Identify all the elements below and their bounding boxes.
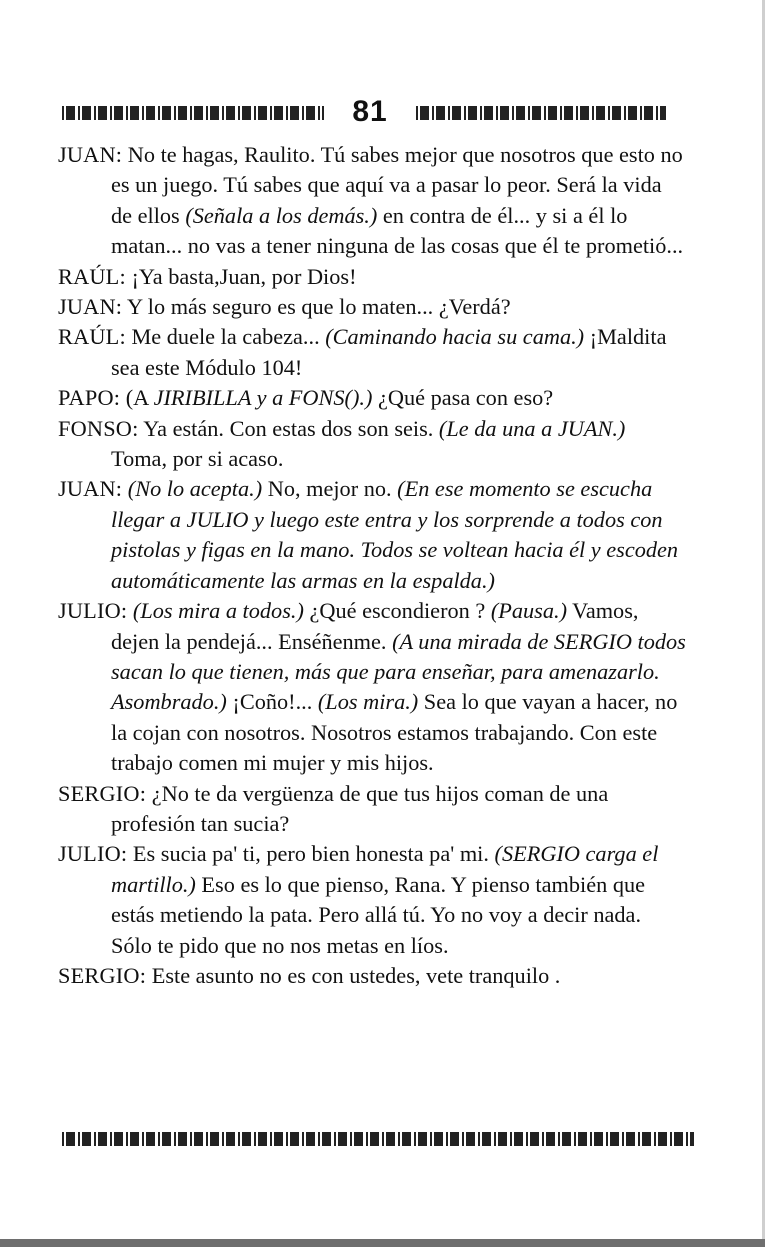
dialogue-text: Este asunto no es con ustedes, vete tranquilo . xyxy=(151,962,561,988)
dialogue-text: Es sucia pa' ti, pero bien honesta pa' mi. xyxy=(132,841,495,867)
speaker-name: JUAN: xyxy=(58,142,123,167)
dialogue-text: en contra de él... y si a él lo matan... no vas a tener ninguna de las cosas que él te prometió... xyxy=(111,202,684,259)
stage-direction: (SERGIO carga el martillo.) xyxy=(111,841,659,897)
speaker-name: JULIO: xyxy=(58,841,128,867)
stage-direction: (Caminando hacia su cama.) xyxy=(325,324,585,350)
stage-direction: (Señala a los demás.) xyxy=(185,202,378,228)
stage-direction: (Los mira a todos.) xyxy=(132,598,304,624)
dialogue-text: ¡Coño!... xyxy=(226,689,318,715)
dialogue-line xyxy=(58,262,686,292)
dialogue-line xyxy=(58,414,686,475)
dialogue-text: No, mejor no. xyxy=(262,476,398,502)
dialogue-text: No te hagas, Raulito. Tú sabes mejor que nosotros que esto no es un juego. Tú sabes que aquí va a pasar lo peor. Será la vida de ellos xyxy=(111,142,683,228)
speaker-name: JUAN: xyxy=(58,294,123,320)
speaker-name: SERGIO: xyxy=(58,780,147,806)
chain-ornament-right xyxy=(416,106,666,120)
dialogue-line xyxy=(58,383,686,413)
dialogue-text: Eso es lo que pienso, Rana. Y pienso también que estás metiendo la pata. Pero allá tú. Yo no voy a decir nada. Sólo te pido que no nos metas en líos. xyxy=(111,871,646,958)
stage-direction: (En ese momento se escucha llegar a JULIO y luego este entra y los sorprende a todos con pistolas y figas en la mano. Todos se voltean hacia él y escoden automáticamente las armas en la espalda.) xyxy=(111,476,679,593)
stage-direction: JIRIBILLA y a FONS().) xyxy=(153,385,373,411)
dialogue-text: Y lo más seguro es que lo maten... ¿Verdá? xyxy=(126,294,511,320)
stage-direction: (Le da una a JUAN.) xyxy=(438,415,626,441)
dialogue-text: ¿Qué pasa con eso? xyxy=(372,385,554,411)
dialogue-line xyxy=(58,140,686,262)
dialogue-text: ¿No te da vergüenza de que tus hijos coman de una profesión tan sucia? xyxy=(111,780,609,836)
dialogue-text: Sea lo que vayan a hacer, no la cojan con nosotros. Nosotros estamos trabajando. Con este trabajo comen mi mujer y mis hijos. xyxy=(111,689,678,776)
speaker-name: SERGIO: xyxy=(58,962,147,988)
page-number: 81 xyxy=(352,95,388,128)
dialogue-line xyxy=(58,779,686,840)
stage-direction: (Pausa.) xyxy=(490,598,568,624)
speaker-name: FONSO: xyxy=(58,415,139,441)
speaker-name: JULIO: xyxy=(58,598,128,624)
stage-direction: (A una mirada de SERGIO todos sacan lo que tienen, más que para enseñar, para amenazarlo. Asombrado.) xyxy=(111,628,686,715)
dialogue-text: (A xyxy=(125,385,154,411)
dialogue-line xyxy=(58,322,686,383)
stage-direction: (Los mira.) xyxy=(317,689,419,715)
dialogue-line xyxy=(58,292,686,322)
speaker-name: PAPO: xyxy=(58,385,121,411)
chain-ornament-left xyxy=(62,106,324,120)
dialogue-line xyxy=(58,474,686,596)
speaker-name: JUAN: xyxy=(58,476,123,502)
dialogue-line xyxy=(58,839,686,961)
dialogue-text: ¡Maldita sea este Módulo 104! xyxy=(111,324,667,380)
dialogue-text: ¿Qué escondieron ? xyxy=(303,598,491,624)
dialogue-text: Toma, por si acaso. xyxy=(111,446,284,472)
page-header xyxy=(62,92,666,132)
speaker-name: RAÚL: xyxy=(58,324,126,350)
dialogue-text: Ya están. Con estas dos son seis. xyxy=(143,415,439,441)
dialogue-text: Vamos, dejen la pendejá... Enséñenme. xyxy=(111,598,639,654)
speaker-name: RAÚL: xyxy=(58,263,126,289)
script-text xyxy=(58,140,686,991)
dialogue-text: ¡Ya basta,Juan, por Dios! xyxy=(131,263,357,289)
chain-ornament-footer xyxy=(62,1132,694,1146)
stage-direction: (No lo acepta.) xyxy=(127,476,263,502)
dialogue-line xyxy=(58,961,686,991)
dialogue-line xyxy=(58,596,686,778)
dialogue-text: Me duele la cabeza... xyxy=(131,324,326,350)
page-edge-bottom xyxy=(0,1239,765,1247)
